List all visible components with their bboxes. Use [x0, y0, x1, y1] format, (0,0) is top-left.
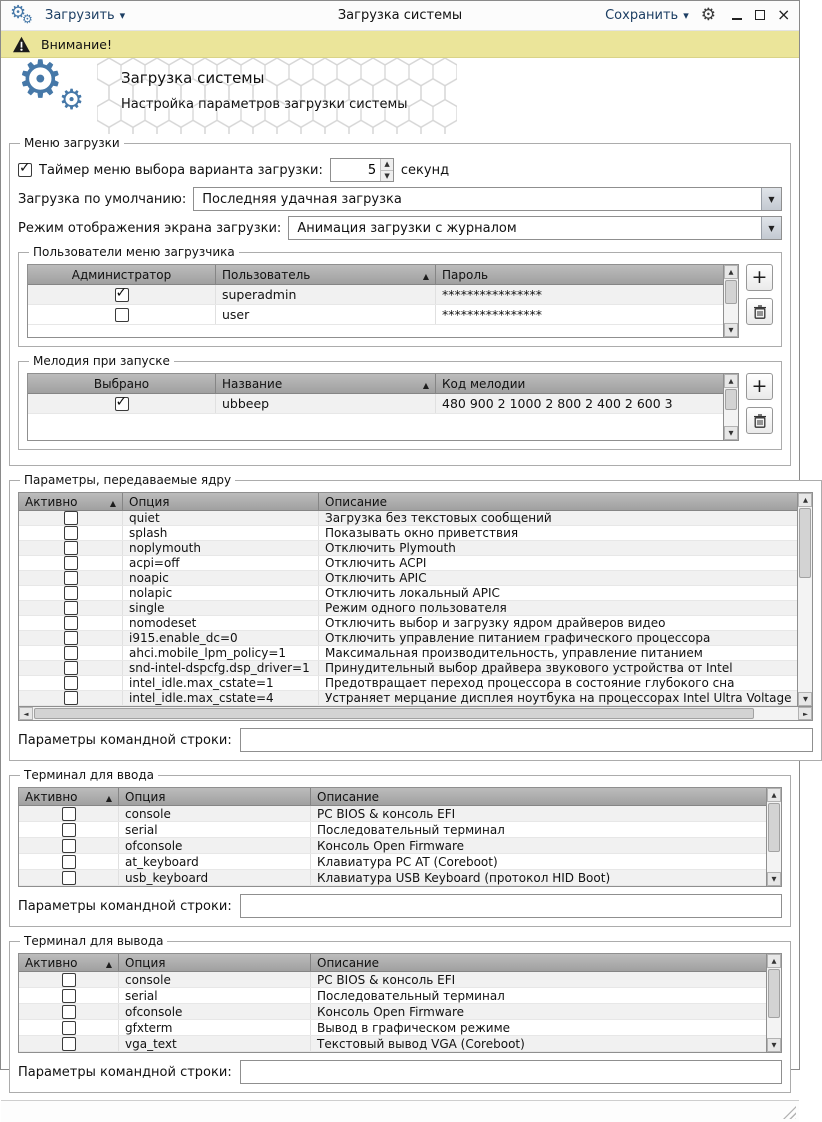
scroll-left-icon[interactable] — [19, 707, 33, 720]
selected-checkbox[interactable] — [115, 397, 129, 411]
active-checkbox[interactable] — [62, 855, 76, 869]
sort-ascending-icon — [106, 956, 112, 970]
option-cell: intel_idle.max_cstate=4 — [123, 691, 319, 705]
active-checkbox[interactable] — [64, 646, 78, 660]
sort-ascending-icon — [106, 790, 112, 804]
page-header — [1, 58, 799, 134]
description-cell: PC BIOS & консоль EFI — [317, 972, 456, 987]
admin-checkbox[interactable] — [115, 308, 129, 322]
active-checkbox[interactable] — [62, 989, 76, 1003]
option-cell: usb_keyboard — [119, 870, 311, 885]
boot-menu-group-title: Меню загрузки — [24, 136, 120, 150]
melody-group-title: Мелодия при запуске — [33, 354, 170, 368]
description-cell: Консоль Open Firmware — [317, 1004, 465, 1019]
scrollbar-thumb[interactable] — [768, 803, 780, 852]
sort-ascending-icon — [423, 377, 429, 391]
chevron-down-icon — [683, 8, 689, 23]
warning-text: Внимание! — [41, 36, 112, 52]
active-checkbox[interactable] — [64, 661, 78, 675]
active-checkbox-cell — [19, 646, 123, 660]
column-header-active-label: Активно — [25, 789, 78, 804]
chevron-down-icon[interactable] — [761, 217, 781, 239]
active-checkbox-cell — [19, 988, 119, 1003]
table-row[interactable] — [19, 988, 766, 1004]
vertical-scrollbar[interactable] — [723, 265, 738, 337]
settings-gear-icon[interactable] — [701, 7, 716, 24]
active-checkbox[interactable] — [64, 556, 78, 570]
scrollbar-thumb[interactable] — [799, 508, 811, 578]
active-checkbox-cell — [19, 616, 123, 630]
status-bar — [1, 1100, 799, 1122]
option-cell: acpi=off — [123, 556, 319, 570]
column-header-name[interactable] — [216, 374, 436, 394]
active-checkbox[interactable] — [64, 631, 78, 645]
option-cell: console — [119, 806, 311, 821]
table-row[interactable] — [19, 586, 797, 601]
table-row[interactable] — [19, 806, 766, 822]
timer-unit-label: секунд — [400, 162, 450, 178]
scroll-up-icon[interactable] — [724, 374, 738, 388]
resize-grip[interactable] — [783, 1106, 796, 1119]
chevron-down-icon — [120, 8, 126, 23]
password-cell: **************** — [442, 307, 542, 322]
page-title: Загрузка системы — [121, 69, 265, 87]
table-row[interactable] — [19, 676, 797, 691]
column-header-active[interactable] — [19, 954, 119, 972]
timer-checkbox[interactable] — [18, 163, 32, 177]
scroll-down-icon[interactable] — [767, 1038, 781, 1052]
option-cell: serial — [119, 988, 311, 1003]
scroll-up-icon[interactable] — [724, 265, 738, 279]
table-row[interactable] — [19, 526, 797, 541]
description-cell: Текстовый вывод VGA (Coreboot) — [317, 1036, 525, 1051]
active-checkbox[interactable] — [64, 571, 78, 585]
timer-spinner — [330, 158, 394, 182]
table-row[interactable] — [19, 854, 766, 870]
active-checkbox-cell — [19, 556, 123, 570]
active-checkbox-cell — [19, 691, 123, 705]
vertical-scrollbar[interactable] — [766, 788, 781, 886]
column-header-description[interactable]: Описание — [319, 493, 797, 511]
scroll-right-icon[interactable] — [798, 707, 812, 720]
description-cell: Предотвращает переход процессора в состояние глубокого сна — [325, 676, 735, 690]
description-cell: Принудительный выбор драйвера звукового устройства от Intel — [325, 661, 733, 675]
description-cell: Отключить ACPI — [325, 556, 427, 570]
option-cell: noplymouth — [123, 541, 319, 555]
load-menu-label: Загрузить — [45, 8, 115, 23]
active-checkbox[interactable] — [64, 541, 78, 555]
option-cell: snd-intel-dspcfg.dsp_driver=1 — [123, 661, 319, 675]
active-checkbox[interactable] — [64, 511, 78, 525]
boot-users-group-title: Пользователи меню загрузчика — [33, 245, 235, 259]
melody-table-header — [28, 374, 723, 394]
default-boot-label: Загрузка по умолчанию: — [18, 191, 187, 207]
add-user-button[interactable] — [746, 264, 773, 291]
input-terminal-group — [9, 768, 791, 927]
default-boot-value: Последняя удачная загрузка — [202, 191, 402, 207]
table-row[interactable] — [19, 541, 797, 556]
output-terminal-cmdline-label: Параметры командной строки: — [18, 1064, 232, 1080]
scrollbar-thumb[interactable] — [768, 969, 780, 1018]
scroll-down-icon[interactable] — [724, 323, 738, 337]
kernel-cmdline-input[interactable] — [240, 728, 814, 752]
active-checkbox-cell — [19, 972, 119, 987]
table-row[interactable] — [19, 661, 797, 676]
option-cell: ofconsole — [119, 838, 311, 853]
save-menu-label: Сохранить — [605, 8, 679, 23]
sort-ascending-icon — [423, 268, 429, 282]
admin-checkbox[interactable] — [115, 288, 129, 302]
active-checkbox[interactable] — [62, 807, 76, 821]
description-cell: Консоль Open Firmware — [317, 838, 465, 853]
description-cell: Отключить Plymouth — [325, 541, 456, 555]
output-terminal-table-header — [19, 954, 766, 972]
option-cell: at_keyboard — [119, 854, 311, 869]
table-row[interactable] — [28, 394, 723, 414]
active-checkbox-cell — [19, 526, 123, 540]
active-checkbox-cell — [19, 541, 123, 555]
input-terminal-table-body — [19, 806, 766, 886]
melody-table — [27, 373, 739, 441]
active-checkbox[interactable] — [62, 1037, 76, 1051]
kernel-params-group-title: Параметры, передаваемые ядру — [24, 473, 232, 487]
password-cell: **************** — [442, 287, 542, 302]
input-terminal-table — [18, 787, 782, 887]
table-row[interactable] — [19, 556, 797, 571]
timer-label: Таймер меню выбора варианта загрузки: — [39, 162, 323, 178]
titlebar — [1, 1, 799, 31]
kernel-params-table — [18, 492, 813, 721]
column-header-code[interactable]: Код мелодии — [436, 374, 723, 394]
input-terminal-group-title: Терминал для ввода — [24, 768, 155, 782]
plus-icon — [752, 268, 768, 287]
display-mode-select[interactable] — [288, 216, 782, 240]
output-terminal-table-body — [19, 972, 766, 1052]
option-cell: gfxterm — [119, 1020, 311, 1035]
description-cell: Вывод в графическом режиме — [317, 1020, 511, 1035]
spin-up-icon[interactable] — [381, 159, 393, 171]
active-checkbox-cell — [19, 1004, 119, 1019]
column-header-selected[interactable]: Выбрано — [28, 374, 216, 394]
gear-icon — [59, 86, 84, 114]
active-checkbox[interactable] — [64, 616, 78, 630]
active-checkbox-cell — [19, 1020, 119, 1035]
melody-name-cell: ubbeep — [216, 394, 436, 413]
table-row[interactable] — [19, 511, 797, 526]
scroll-up-icon[interactable] — [767, 954, 781, 968]
vertical-scrollbar[interactable] — [797, 493, 812, 706]
vertical-scrollbar[interactable] — [766, 954, 781, 1052]
column-header-admin[interactable]: Администратор — [28, 265, 216, 285]
sort-ascending-icon — [110, 495, 116, 509]
table-row[interactable] — [19, 870, 766, 886]
column-header-password[interactable]: Пароль — [436, 265, 723, 285]
minimize-button[interactable] — [731, 9, 744, 22]
description-cell: Максимальная производительность, управление питанием — [325, 646, 703, 660]
table-row[interactable] — [19, 646, 797, 661]
page-subtitle: Настройка параметров загрузки системы — [121, 97, 408, 112]
kernel-params-group — [9, 473, 822, 761]
horizontal-scrollbar[interactable] — [19, 706, 812, 720]
kernel-table-header — [19, 493, 797, 511]
active-checkbox[interactable] — [62, 973, 76, 987]
column-header-name-label: Название — [222, 376, 283, 391]
admin-checkbox-cell — [28, 305, 216, 324]
user-cell: superadmin — [216, 285, 436, 304]
active-checkbox-cell — [19, 631, 123, 645]
description-cell: Последовательный терминал — [317, 822, 505, 837]
output-terminal-cmdline-input[interactable] — [240, 1060, 782, 1084]
column-header-description[interactable]: Описание — [311, 954, 766, 972]
description-cell: Режим одного пользователя — [325, 601, 507, 615]
maximize-button[interactable] — [754, 9, 767, 22]
table-row[interactable] — [19, 822, 766, 838]
selected-checkbox-cell — [28, 394, 216, 413]
active-checkbox-cell — [19, 854, 119, 869]
option-cell: console — [119, 972, 311, 987]
column-header-active[interactable] — [19, 788, 119, 806]
display-mode-value: Анимация загрузки с журналом — [297, 220, 517, 236]
active-checkbox[interactable] — [62, 839, 76, 853]
option-cell: nolapic — [123, 586, 319, 600]
delete-melody-button[interactable] — [746, 407, 773, 434]
option-cell: i915.enable_dc=0 — [123, 631, 319, 645]
scroll-up-icon[interactable] — [767, 788, 781, 802]
window-title: Загрузка системы — [337, 8, 463, 23]
active-checkbox-cell — [19, 586, 123, 600]
table-row[interactable] — [19, 1036, 766, 1052]
output-terminal-group-title: Терминал для вывода — [24, 934, 164, 948]
table-row[interactable] — [19, 616, 797, 631]
display-mode-label: Режим отображения экрана загрузки: — [18, 220, 282, 236]
gear-icon — [17, 54, 64, 106]
load-menu-button[interactable] — [45, 8, 125, 23]
option-cell: single — [123, 601, 319, 615]
table-row[interactable] — [19, 838, 766, 854]
add-melody-button[interactable] — [746, 373, 773, 400]
timer-input[interactable] — [331, 159, 380, 181]
scroll-down-icon[interactable] — [724, 426, 738, 440]
input-terminal-cmdline-input[interactable] — [240, 894, 782, 918]
description-cell: Отключить APIC — [325, 571, 427, 585]
option-cell: ofconsole — [119, 1004, 311, 1019]
active-checkbox[interactable] — [62, 1005, 76, 1019]
description-cell: Клавиатура USB Keyboard (протокол HID Boot) — [317, 870, 611, 885]
input-terminal-cmdline-label: Параметры командной строки: — [18, 898, 232, 914]
melody-group — [18, 354, 782, 450]
active-checkbox[interactable] — [62, 871, 76, 885]
active-checkbox-cell — [19, 1036, 119, 1051]
option-cell: ahci.mobile_lpm_policy=1 — [123, 646, 319, 660]
active-checkbox-cell — [19, 822, 119, 837]
description-cell: Показывать окно приветствия — [325, 526, 519, 540]
plus-icon — [752, 377, 768, 396]
default-boot-select[interactable] — [193, 187, 782, 211]
description-cell: Загрузка без текстовых сообщений — [325, 511, 552, 525]
description-cell: Отключить выбор и загрузку ядром драйверов видео — [325, 616, 666, 630]
table-row[interactable] — [19, 631, 797, 646]
column-header-option[interactable]: Опция — [123, 493, 319, 511]
description-cell: Клавиатура PC AT (Coreboot) — [317, 854, 498, 869]
main-content — [1, 134, 799, 1100]
column-header-active[interactable] — [19, 493, 123, 511]
description-cell: Отключить управление питанием графического процессора — [325, 631, 711, 645]
active-checkbox[interactable] — [62, 823, 76, 837]
scroll-up-icon[interactable] — [798, 493, 812, 507]
active-checkbox-cell — [19, 870, 119, 885]
active-checkbox-cell — [19, 806, 119, 821]
scrollbar-thumb[interactable] — [34, 708, 754, 719]
column-header-description[interactable]: Описание — [311, 788, 766, 806]
users-table-header — [28, 265, 723, 285]
description-cell: Последовательный терминал — [317, 988, 505, 1003]
admin-checkbox-cell — [28, 285, 216, 304]
table-row[interactable] — [19, 571, 797, 586]
option-cell: serial — [119, 822, 311, 837]
table-row[interactable] — [19, 972, 766, 988]
users-table — [27, 264, 739, 338]
chevron-down-icon[interactable] — [761, 188, 781, 210]
output-terminal-group — [9, 934, 791, 1093]
scrollbar-thumb[interactable] — [725, 389, 737, 410]
trash-icon — [752, 413, 768, 429]
column-header-option[interactable]: Опция — [119, 954, 311, 972]
save-menu-button[interactable] — [605, 8, 689, 23]
table-row[interactable] — [28, 285, 723, 305]
output-terminal-table — [18, 953, 782, 1053]
active-checkbox-cell — [19, 571, 123, 585]
header-gears-icon — [17, 62, 109, 130]
vertical-scrollbar[interactable] — [723, 374, 738, 440]
active-checkbox-cell — [19, 601, 123, 615]
table-row[interactable] — [19, 691, 797, 706]
column-header-active-label: Активно — [25, 955, 78, 970]
column-header-user-label: Пользователь — [222, 267, 311, 282]
user-cell: user — [216, 305, 436, 324]
scroll-down-icon[interactable] — [798, 692, 812, 706]
input-terminal-table-header — [19, 788, 766, 806]
active-checkbox-cell — [19, 661, 123, 675]
boot-users-group — [18, 245, 782, 347]
scrollbar-thumb[interactable] — [725, 280, 737, 304]
spin-down-icon[interactable] — [381, 171, 393, 182]
option-cell: noapic — [123, 571, 319, 585]
app-gears-icon — [10, 4, 36, 28]
column-header-active-label: Активно — [25, 494, 78, 509]
column-header-option[interactable]: Опция — [119, 788, 311, 806]
option-cell: intel_idle.max_cstate=1 — [123, 676, 319, 690]
option-cell: nomodeset — [123, 616, 319, 630]
active-checkbox[interactable] — [64, 691, 78, 705]
melody-code-cell: 480 900 2 1000 2 800 2 400 2 600 3 — [442, 396, 673, 411]
active-checkbox[interactable] — [64, 676, 78, 690]
table-row[interactable] — [19, 1020, 766, 1036]
close-button[interactable] — [777, 9, 790, 22]
active-checkbox-cell — [19, 838, 119, 853]
active-checkbox[interactable] — [64, 526, 78, 540]
table-row[interactable] — [28, 305, 723, 325]
active-checkbox-cell — [19, 511, 123, 525]
gear-icon — [22, 13, 33, 25]
melody-table-body — [28, 394, 723, 414]
active-checkbox[interactable] — [64, 601, 78, 615]
kernel-cmdline-label: Параметры командной строки: — [18, 732, 232, 748]
users-table-body — [28, 285, 723, 325]
active-checkbox[interactable] — [62, 1021, 76, 1035]
table-row[interactable] — [19, 1004, 766, 1020]
option-cell: quiet — [123, 511, 319, 525]
description-cell: Отключить локальный APIC — [325, 586, 500, 600]
description-cell: PC BIOS & консоль EFI — [317, 806, 456, 821]
active-checkbox-cell — [19, 676, 123, 690]
boot-menu-group — [9, 136, 791, 466]
kernel-table-body — [19, 511, 797, 706]
warning-banner — [1, 31, 799, 58]
column-header-user[interactable] — [216, 265, 436, 285]
table-row[interactable] — [19, 601, 797, 616]
description-cell: Устраняет мерцание дисплея ноутбука на процессорах Intel Ultra Voltage — [325, 691, 792, 705]
scroll-down-icon[interactable] — [767, 872, 781, 886]
delete-user-button[interactable] — [746, 298, 773, 325]
option-cell: vga_text — [119, 1036, 311, 1051]
option-cell: splash — [123, 526, 319, 540]
active-checkbox[interactable] — [64, 586, 78, 600]
trash-icon — [752, 304, 768, 320]
